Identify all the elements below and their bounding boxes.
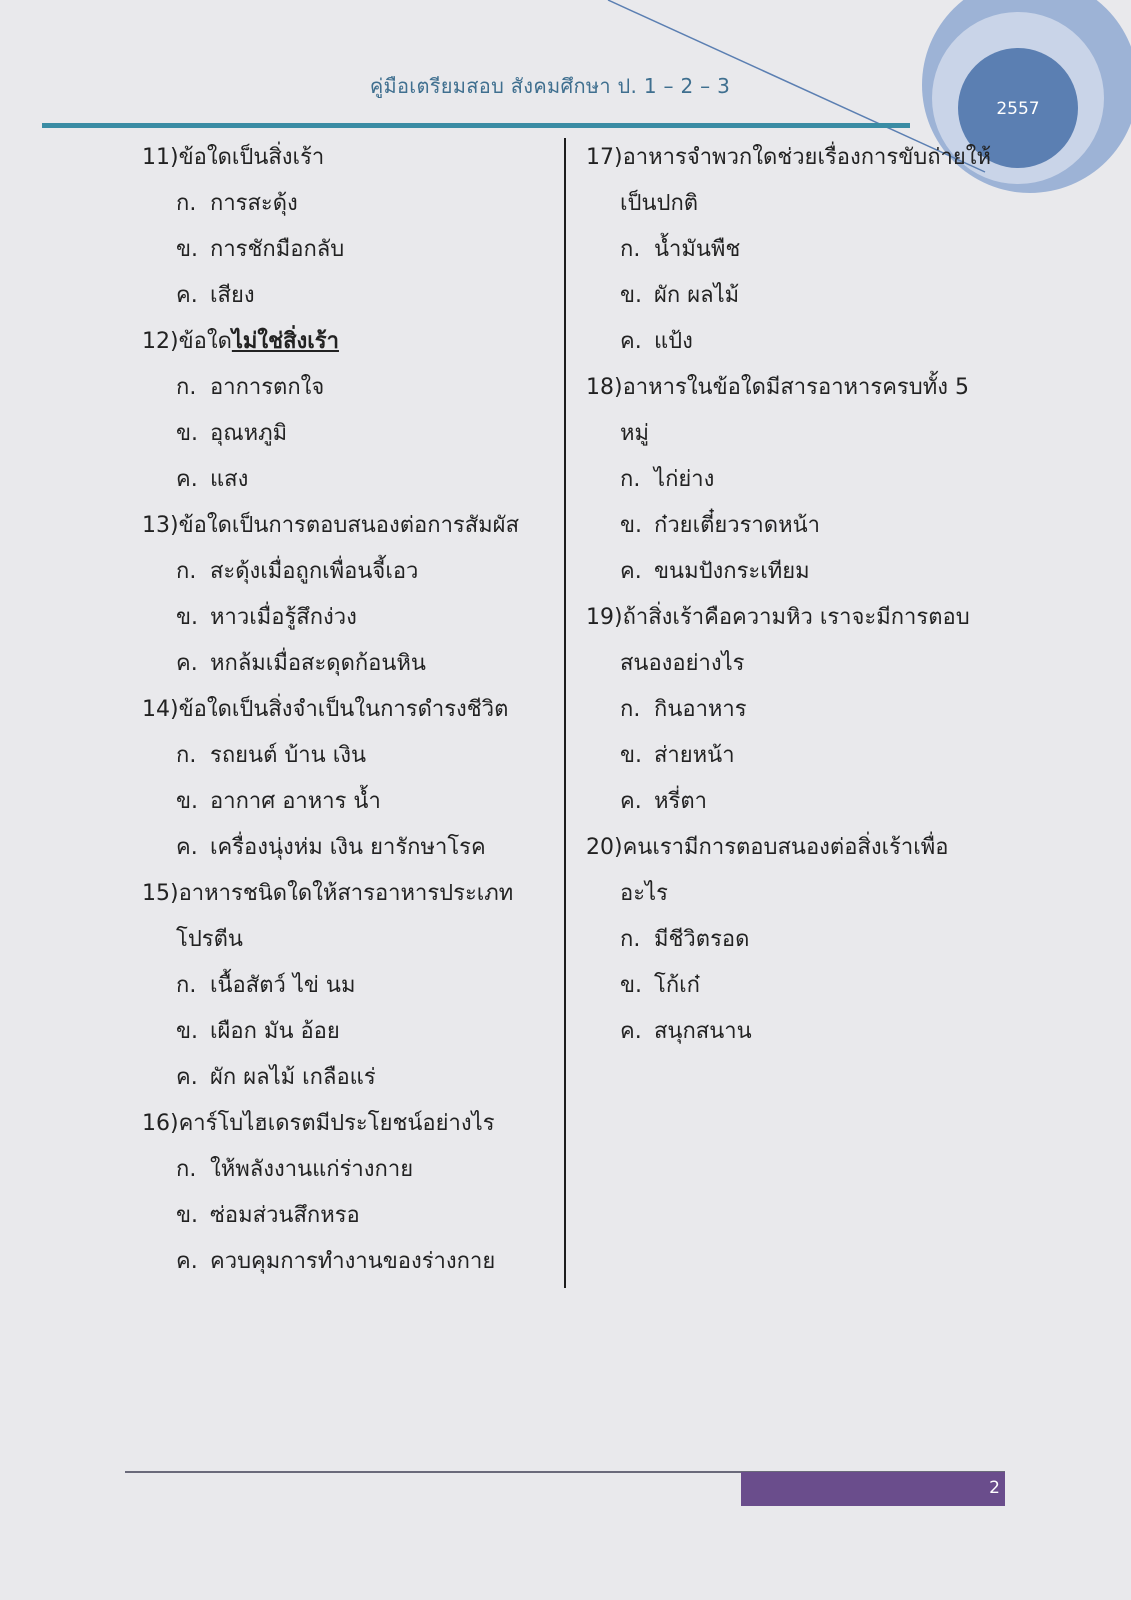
header-year: 2557 — [996, 99, 1040, 119]
option-letter: ค. — [176, 835, 198, 860]
option-text: กินอาหาร — [654, 697, 747, 722]
option-text: หกล้มเมื่อสะดุดก้อนหิน — [210, 651, 426, 676]
option-text: แสง — [210, 467, 249, 492]
question-text-continued: สนองอย่างไร — [620, 651, 745, 676]
question-12 — [142, 319, 562, 503]
option-a — [142, 1147, 562, 1193]
question-number: 16) — [142, 1111, 179, 1136]
option-text: ผัก ผลไม้ เกลือแร่ — [210, 1065, 376, 1090]
footer-bar — [741, 1472, 1005, 1506]
question-number: 17) — [586, 145, 623, 170]
option-text: หาวเมื่อรู้สึกง่วง — [210, 605, 357, 630]
option-letter: ค. — [620, 1019, 642, 1044]
option-letter: ก. — [176, 559, 197, 584]
option-letter: ข. — [176, 1019, 199, 1044]
question-text: ข้อใดเป็นสิ่งเร้า — [178, 145, 325, 170]
option-text: ซ่อมส่วนสึกหรอ — [210, 1203, 360, 1228]
option-text: รถยนต์ บ้าน เงิน — [210, 743, 366, 768]
question-text: คนเรามีการตอบสนองต่อสิ่งเร้าเพื่อ — [622, 835, 949, 860]
question-text: ข้อใด — [178, 329, 232, 354]
option-text: ควบคุมการทำงานของร่างกาย — [210, 1249, 496, 1274]
option-letter: ข. — [176, 605, 199, 630]
option-c — [142, 825, 562, 871]
option-b — [142, 1009, 562, 1055]
option-b — [142, 1193, 562, 1239]
question-number: 12) — [142, 329, 179, 354]
question-text: ถ้าสิ่งเร้าคือความหิว เราจะมีการตอบ — [622, 605, 970, 630]
question-number: 15) — [142, 881, 179, 906]
option-c — [142, 457, 562, 503]
question-16 — [142, 1101, 562, 1285]
question-text-continued: เป็นปกติ — [620, 191, 699, 216]
option-text: น้ำมันพืช — [654, 237, 741, 262]
option-c — [586, 319, 1006, 365]
option-text: อากาศ อาหาร น้ำ — [210, 789, 381, 814]
option-b — [142, 411, 562, 457]
question-number: 13) — [142, 513, 179, 538]
option-text: แป้ง — [654, 329, 693, 354]
option-letter: ข. — [620, 513, 643, 538]
option-letter: ข. — [620, 743, 643, 768]
option-b — [586, 273, 1006, 319]
question-text: อาหารชนิดใดให้สารอาหารประเภท — [178, 881, 514, 906]
question-text: อาหารจำพวกใดช่วยเรื่องการขับถ่ายให้ — [622, 145, 992, 170]
option-a — [142, 963, 562, 1009]
option-b — [142, 779, 562, 825]
question-text: คาร์โบไฮเดรตมีประโยชน์อย่างไร — [178, 1111, 495, 1136]
option-letter: ข. — [176, 237, 199, 262]
option-letter: ข. — [176, 421, 199, 446]
question-text: ข้อใดเป็นสิ่งจำเป็นในการดำรงชีวิต — [178, 697, 509, 722]
option-text: มีชีวิตรอด — [654, 927, 750, 952]
question-text: ข้อใดเป็นการตอบสนองต่อการสัมผัส — [178, 513, 519, 538]
option-c — [142, 1239, 562, 1285]
question-text-continued: โปรตีน — [176, 927, 243, 952]
option-a — [142, 549, 562, 595]
question-15 — [142, 871, 562, 1101]
question-number: 18) — [586, 375, 623, 400]
question-18 — [586, 365, 1006, 595]
option-text: อุณหภูมิ — [210, 421, 288, 446]
option-b — [142, 227, 562, 273]
option-b — [586, 503, 1006, 549]
page-number: 2 — [989, 1478, 1000, 1498]
option-a — [142, 733, 562, 779]
option-letter: ก. — [620, 697, 641, 722]
option-text: ไก่ย่าง — [654, 467, 715, 492]
option-c — [142, 641, 562, 687]
option-text: อาการตกใจ — [210, 375, 325, 400]
option-text: ผัก ผลไม้ — [654, 283, 740, 308]
option-letter: ค. — [176, 651, 198, 676]
question-number: 14) — [142, 697, 179, 722]
option-letter: ก. — [620, 927, 641, 952]
option-b — [586, 963, 1006, 1009]
option-letter: ข. — [620, 973, 643, 998]
question-number: 11) — [142, 145, 179, 170]
option-letter: ข. — [176, 789, 199, 814]
option-c — [586, 549, 1006, 595]
question-14 — [142, 687, 562, 871]
option-text: เครื่องนุ่งห่ม เงิน ยารักษาโรค — [210, 835, 486, 860]
question-20 — [586, 825, 1006, 1055]
option-letter: ก. — [620, 467, 641, 492]
option-a — [586, 687, 1006, 733]
option-a — [586, 227, 1006, 273]
question-11 — [142, 135, 562, 319]
column-divider — [564, 138, 566, 1288]
option-letter: ก. — [176, 1157, 197, 1182]
option-text: สะดุ้งเมื่อถูกเพื่อนจี้เอว — [210, 559, 419, 584]
option-letter: ข. — [620, 283, 643, 308]
option-letter: ค. — [176, 283, 198, 308]
option-text: การชักมือกลับ — [210, 237, 345, 262]
option-letter: ค. — [176, 1065, 198, 1090]
option-letter: ข. — [176, 1203, 199, 1228]
question-column-right — [586, 135, 1006, 1055]
option-letter: ค. — [620, 559, 642, 584]
option-text: หรี่ตา — [654, 789, 707, 814]
question-text-continued: อะไร — [620, 881, 668, 906]
option-text: โก้เก๋ — [654, 973, 700, 998]
option-text: เสียง — [210, 283, 255, 308]
header-title: คู่มือเตรียมสอบ สังคมศึกษา ป. 1 – 2 – 3 — [369, 74, 731, 98]
question-number: 20) — [586, 835, 623, 860]
option-a — [586, 457, 1006, 503]
option-text: ส่ายหน้า — [654, 743, 735, 768]
question-17 — [586, 135, 1006, 365]
option-text: เผือก มัน อ้อย — [210, 1019, 340, 1044]
option-c — [142, 1055, 562, 1101]
question-13 — [142, 503, 562, 687]
option-text: ก๋วยเตี๋ยวราดหน้า — [654, 513, 820, 538]
option-letter: ก. — [176, 191, 197, 216]
option-c — [586, 1009, 1006, 1055]
option-text: การสะดุ้ง — [210, 191, 298, 216]
question-text: อาหารในข้อใดมีสารอาหารครบทั้ง 5 — [622, 375, 969, 400]
option-b — [586, 733, 1006, 779]
option-text: เนื้อสัตว์ ไข่ นม — [210, 973, 356, 998]
option-b — [142, 595, 562, 641]
question-emphasis: ไม่ใช่สิ่งเร้า — [231, 329, 339, 354]
option-letter: ก. — [176, 375, 197, 400]
question-number: 19) — [586, 605, 623, 630]
option-text: ให้พลังงานแก่ร่างกาย — [210, 1157, 414, 1182]
option-a — [142, 365, 562, 411]
option-a — [142, 181, 562, 227]
option-c — [586, 779, 1006, 825]
question-text-continued: หมู่ — [620, 421, 650, 446]
option-text: ขนมปังกระเทียม — [654, 559, 810, 584]
option-letter: ก. — [176, 743, 197, 768]
option-letter: ค. — [176, 467, 198, 492]
option-letter: ค. — [620, 789, 642, 814]
option-letter: ค. — [176, 1249, 198, 1274]
option-letter: ก. — [620, 237, 641, 262]
option-c — [142, 273, 562, 319]
option-a — [586, 917, 1006, 963]
option-letter: ค. — [620, 329, 642, 354]
question-19 — [586, 595, 1006, 825]
option-text: สนุกสนาน — [654, 1019, 752, 1044]
option-letter: ก. — [176, 973, 197, 998]
question-column-left — [142, 135, 562, 1285]
